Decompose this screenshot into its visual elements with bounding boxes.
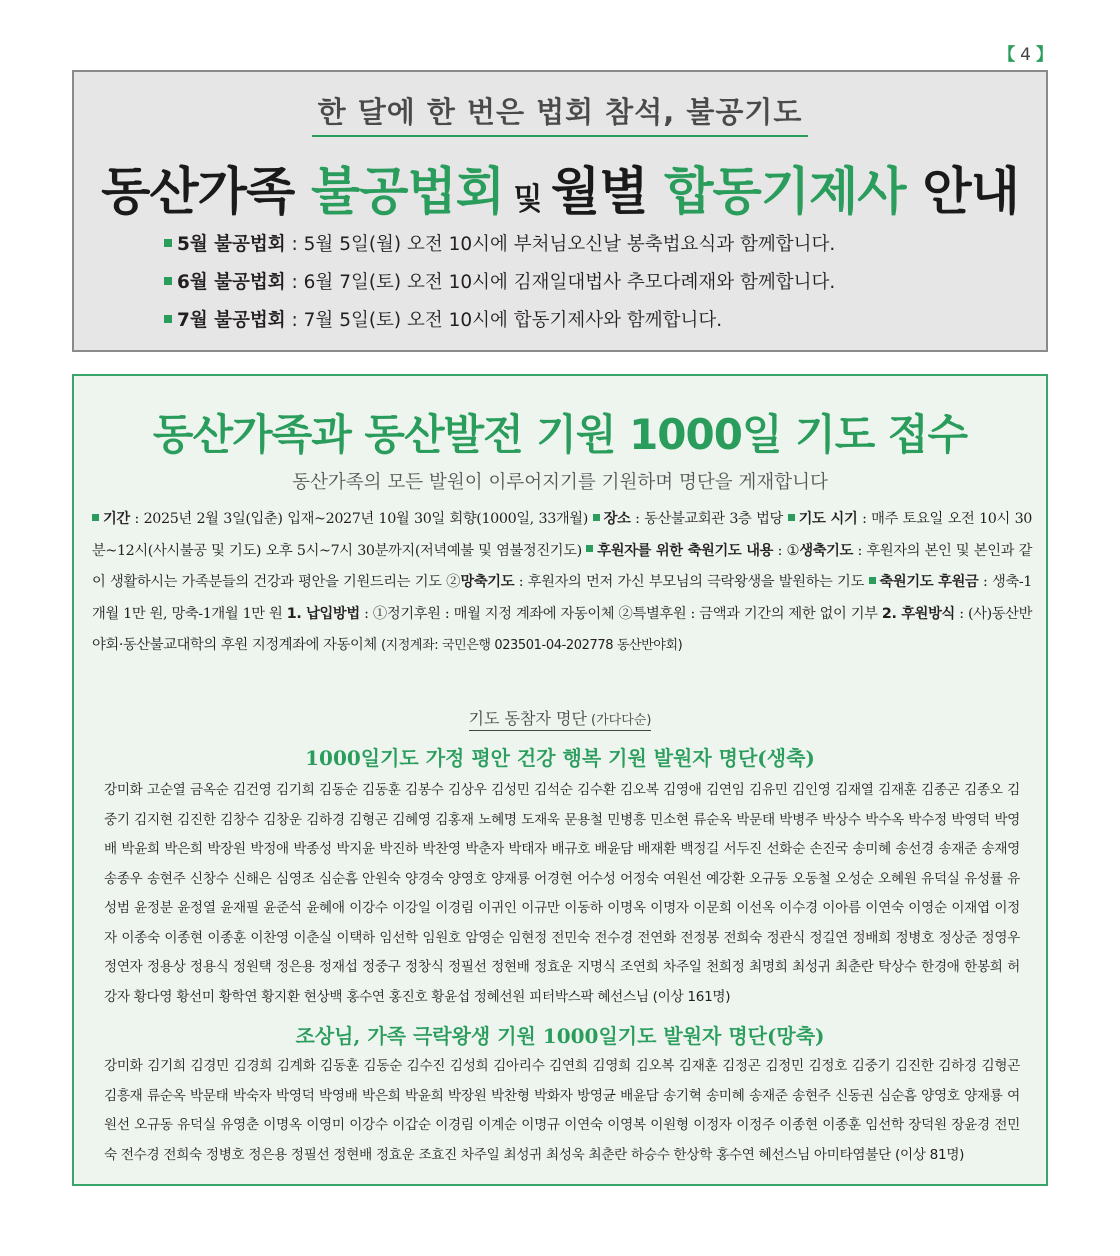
- notice-item-june: 6월 불공법회 : 6월 7일(토) 오전 10시에 김재일대법사 추모다례재와 함께합니다.: [164, 270, 835, 296]
- section-living-title: 1000일기도 가정 평안 건강 행복 기원 발원자 명단(생축): [305, 746, 815, 770]
- bullet-square-icon: [164, 315, 172, 323]
- prayer-subtitle: 동산가족의 모든 발원이 이루어지기를 기원하며 명단을 게재합니다: [292, 472, 828, 493]
- bullet-square-icon: [788, 514, 795, 521]
- notice-item-july: 7월 불공법회 : 7월 5일(토) 오전 10시에 합동기제사와 함께합니다.: [164, 308, 835, 334]
- bullet-square-icon: [869, 577, 876, 584]
- prayer-details: 기간 : 2025년 2월 3일(입춘) 입재~2027년 10월 30일 회향(1000일, 33개월) 장소 : 동산불교회관 3층 법당 기도 시기 : 매주 토요일 오전 10시 30분~12시(사시불공 및 기도) 오후 5시~7시 30분까지(저녁예불 및 염불정진기도) 후원자를 위한 축원기도 내용 : ①생축기도 : 후원자의 본인 및 본인과 같이 생활하시는 가족분들의 건강과 평안을 기원드리는 기도 ②망축기도 : 후원자의 먼저 가신 부모님의 극락왕생을 발원하는 기도 축원기도 후원금 : 생축-1개월 1만 원, 망축-1개월 1만 원 1. 납입방법 : ①정기후원 : 매월 지정 계좌에 자동이체 ②특별후원 : 금액과 기간의 제한 없이 기부 2. 후원방식 : (사)동산반야회·동산불교대학의 후원 지정계좌에 자동이체 (지정계좌: 국민은행 023501-04-202778 동산반야회): [92, 511, 1033, 653]
- bullet-square-icon: [164, 239, 172, 247]
- bullet-square-icon: [593, 514, 600, 521]
- section-deceased-names: 강미화 김기희 김경민 김경희 김계화 김동훈 김동순 김수진 김성희 김아리수 김연희 김영희 김오복 김재훈 김정곤 김정민 김정호 김중기 김진한 김하경 김형곤 김흥재 류순옥 박문태 박숙자 박영덕 박영배 박은희 박윤희 박장원 박찬형 박화자 방영균 배윤담 송기혁 송미혜 송재준 송현주 신동권 심순흠 양영호 양재룡 여원선 오규동 유덕실 유영춘 이명옥 이영미 이강수 이갑순 이경림 이계순 이명규 이연숙 이영복 이원형 이정자 이정주 이종현 이종훈 임선학 장덕원 장윤경 전민숙 전수경 전희숙 정병호 정은용 정필선 정현배 정효운 조효진 차주일 최성귀 최성욱 최춘란 하승수 한상학 홍수연 혜선스님 아미타염불단 (이상 81명): [104, 1058, 1020, 1163]
- account-info: (지정계좌: 국민은행 023501-04-202778 동산반야회): [380, 638, 683, 653]
- bullet-square-icon: [92, 514, 99, 521]
- page-number-value: 4: [1020, 45, 1032, 65]
- notice-title: 동산가족 불공법회 및 월별 합동기제사 안내: [101, 163, 1019, 222]
- bullet-square-icon: [164, 277, 172, 285]
- prayer-title: 동산가족과 동산발전 기원 1000일 기도 접수: [152, 410, 968, 459]
- prayer-box: [72, 374, 1048, 1186]
- notice-item-may: 5월 불공법회 : 5월 5일(월) 오전 10시에 부처님오신날 봉축법요식과 함께합니다.: [164, 232, 835, 258]
- page-number: 【 4 】: [998, 45, 1054, 65]
- notice-list: [164, 232, 835, 346]
- participants-heading: 기도 동참자 명단 (가다다순): [74, 706, 1046, 729]
- section-living-names: 강미화 고순열 금옥순 김건영 김기희 김동순 김동훈 김봉수 김상우 김성민 김석순 김수환 김오복 김영애 김연임 김유민 김인영 김재열 김재훈 김종곤 김종오 김중기 김지현 김진한 김창수 김창운 김하경 김형곤 김혜영 김홍재 노혜명 도재욱 문용철 민병흥 민소현 류순옥 박문태 박병주 박상수 박수옥 박수정 박영덕 박영배 박윤희 박은희 박장원 박정애 박종성 박지윤 박진하 박찬영 박춘자 박태자 배규호 배윤담 배재환 백정길 서두진 선화순 손진국 송미혜 송선경 송재준 송재영 송종우 송현주 신창수 신해은 심영조 심순흠 안원숙 양경숙 양영호 양재룡 어경현 어수성 어정숙 여원선 예강환 오규동 오동철 오성순 오혜원 유덕실 유성률 유성범 윤정분 윤정열 윤재필 윤준석 윤혜애 이강수 이강일 이경림 이귀인 이규만 이동하 이명옥 이명자 이문희 이선옥 이수경 이아름 이연숙 이영순 이재엽 이정자 이종숙 이종현 이종훈 이찬영 이춘실 이택하 임선학 임원호 암영순 임현정 전민숙 전수경 전연화 전정봉 전희숙 정관식 정길연 정배희 정병호 정상준 정영우 정연자 정용상 정용식 정원택 정은용 정재섭 정중구 정창식 정필선 정현배 정효운 지명식 조연희 차주일 천희정 최명희 최성귀 최춘란 탁상수 한경애 한봉희 허강자 황다영 황선미 황학연 황지환 현상백 홍수연 홍진호 황윤섭 정혜선원 피터박스팍 혜선스님 (이상 161명): [104, 782, 1020, 1005]
- notice-box: [72, 70, 1048, 352]
- section-deceased-title: 조상님, 가족 극락왕생 기원 1000일기도 발원자 명단(망축): [295, 1024, 825, 1048]
- bullet-square-icon: [586, 545, 593, 552]
- notice-subtitle: 한 달에 한 번은 법회 참석, 불공기도: [74, 90, 1046, 137]
